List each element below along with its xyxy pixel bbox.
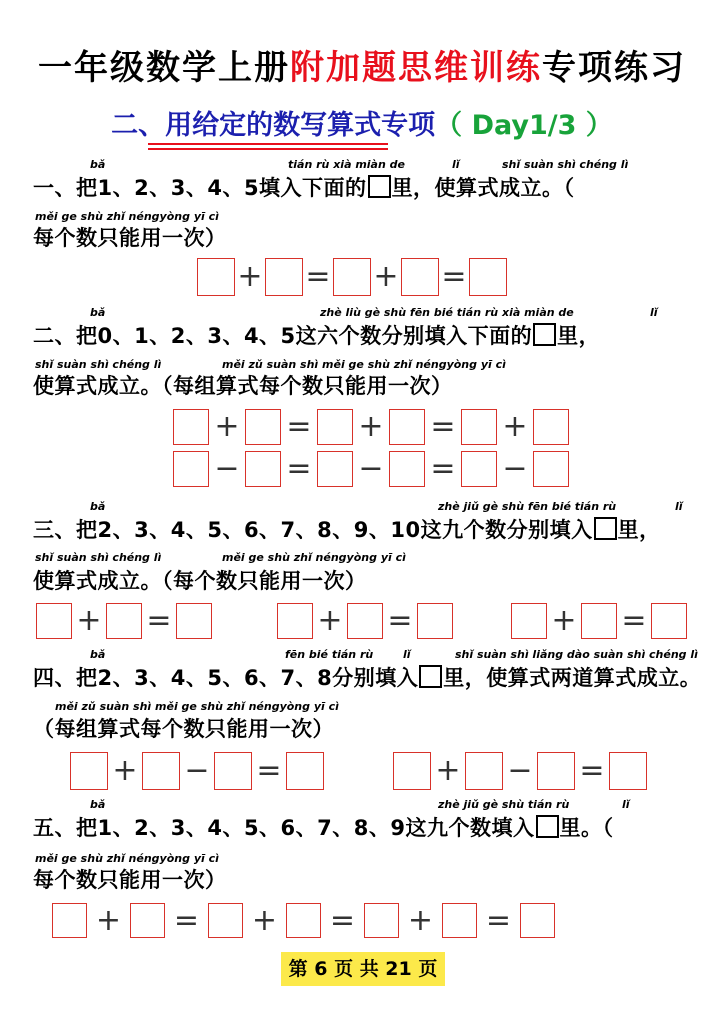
pinyin-q3-3: lǐ [675, 500, 683, 513]
answer-box[interactable] [469, 258, 507, 296]
pinyin-q3-4: shǐ suàn shì chéng lì [35, 551, 162, 564]
plus-sign: + [95, 902, 122, 938]
pinyin-q3-5: měi ge shù zhǐ néngyòng yī cì [222, 551, 406, 564]
answer-box[interactable] [651, 603, 687, 639]
title-red: 附加题思维训练 [290, 48, 542, 88]
question-2-line-1: 二、把0、1、2、3、4、5这六个数分别填入下面的 里， [33, 324, 601, 348]
pinyin-q1-4: shǐ suàn shì chéng lì [502, 158, 629, 171]
answer-box[interactable] [393, 752, 431, 790]
pinyin-q4-1: bǎ [90, 648, 106, 661]
question-4-line-1: 四、把2、3、4、5、6、7、8分别填入 里，使算式两道算式成立。 [33, 666, 702, 690]
pinyin-q2-3: lǐ [650, 306, 658, 319]
answer-box[interactable] [364, 903, 399, 938]
pinyin-q2-5: měi zǔ suàn shì měi ge shù zhǐ néngyòng yī cì [222, 358, 506, 371]
equals-sign: = [286, 451, 312, 486]
equals-sign: = [621, 603, 647, 638]
answer-box[interactable] [208, 903, 243, 938]
pinyin-q2-4: shǐ suàn shì chéng lì [35, 358, 162, 371]
pinyin-q4-5: měi zǔ suàn shì měi ge shù zhǐ néngyòng yī cì [55, 700, 339, 713]
box-symbol [533, 323, 556, 346]
title-tail: 专项练习 [542, 48, 686, 88]
answer-box[interactable] [36, 603, 72, 639]
answer-box[interactable] [461, 451, 497, 487]
question-1-line-1: 一、把1、2、3、4、5填入下面的 里，使算式成立。（ [33, 176, 575, 200]
plus-sign: + [435, 753, 461, 788]
plus-sign: + [317, 603, 343, 638]
answer-box[interactable] [277, 603, 313, 639]
box-symbol [594, 517, 617, 540]
answer-box[interactable] [511, 603, 547, 639]
minus-sign: − [502, 451, 528, 486]
pinyin-q5-3: lǐ [622, 798, 630, 811]
answer-box[interactable] [417, 603, 453, 639]
answer-box[interactable] [333, 258, 371, 296]
minus-sign: − [507, 753, 533, 788]
answer-box[interactable] [442, 903, 477, 938]
pinyin-q4-3: lǐ [403, 648, 411, 661]
box-symbol [368, 175, 391, 198]
question-3-line-1: 三、把2、3、4、5、6、7、8、9、10这九个数分别填入 里， [33, 518, 661, 542]
question-5-line-1: 五、把1、2、3、4、5、6、7、8、9这九个数填入 里。（ [33, 816, 614, 840]
pinyin-q5-1: bǎ [90, 798, 106, 811]
equals-sign: = [485, 902, 512, 938]
question-1-line-2: 每个数只能用一次） [33, 226, 227, 250]
page-number: 第 6 页 共 21 页 [281, 952, 445, 986]
answer-box[interactable] [130, 903, 165, 938]
box-symbol [419, 665, 442, 688]
pinyin-q1-1: bǎ [90, 158, 106, 171]
answer-box[interactable] [286, 752, 324, 790]
equals-sign: = [286, 409, 312, 444]
answer-box[interactable] [173, 451, 209, 487]
plus-sign: + [251, 902, 278, 938]
answer-box[interactable] [70, 752, 108, 790]
minus-sign: − [184, 753, 210, 788]
pinyin-q3-2: zhè jiǔ gè shù fēn bié tián rù [438, 500, 617, 513]
answer-box[interactable] [389, 451, 425, 487]
minus-sign: − [214, 451, 240, 486]
equals-sign: = [579, 753, 605, 788]
answer-box[interactable] [347, 603, 383, 639]
pinyin-q1-3: lǐ [452, 158, 460, 171]
pinyin-q2-1: bǎ [90, 306, 106, 319]
pinyin-q3-1: bǎ [90, 500, 106, 513]
plus-sign: + [407, 902, 434, 938]
equals-sign: = [441, 259, 467, 294]
answer-box[interactable] [52, 903, 87, 938]
minus-sign: − [358, 451, 384, 486]
plus-sign: + [373, 259, 399, 294]
answer-box[interactable] [214, 752, 252, 790]
pinyin-q2-2: zhè liù gè shù fēn bié tián rù xià miàn de [320, 306, 574, 319]
answer-box[interactable] [465, 752, 503, 790]
section-subtitle [0, 103, 724, 142]
answer-box[interactable] [609, 752, 647, 790]
equals-sign: = [146, 603, 172, 638]
subtitle-main: 二、用给定的数写算式 [111, 110, 382, 141]
answer-box[interactable] [317, 409, 353, 445]
title-black: 一年级数学上册 [38, 48, 290, 88]
plus-sign: + [237, 259, 263, 294]
answer-box[interactable] [173, 409, 209, 445]
plus-sign: + [214, 409, 240, 444]
answer-box[interactable] [286, 903, 321, 938]
plus-sign: + [112, 753, 138, 788]
plus-sign: + [76, 603, 102, 638]
subtitle-underline-2 [148, 148, 388, 150]
answer-box[interactable] [142, 752, 180, 790]
pinyin-q5-2: zhè jiǔ gè shù tián rù [438, 798, 570, 811]
equals-sign: = [430, 451, 456, 486]
plus-sign: + [502, 409, 528, 444]
answer-box[interactable] [245, 409, 281, 445]
answer-box[interactable] [317, 451, 353, 487]
question-5-line-2: 每个数只能用一次） [33, 868, 227, 892]
answer-box[interactable] [581, 603, 617, 639]
answer-box[interactable] [176, 603, 212, 639]
plus-sign: + [551, 603, 577, 638]
box-symbol [536, 815, 559, 838]
answer-box[interactable] [245, 451, 281, 487]
pinyin-q5-4: měi ge shù zhǐ néngyòng yī cì [35, 852, 219, 865]
answer-box[interactable] [537, 752, 575, 790]
equals-sign: = [430, 409, 456, 444]
answer-box[interactable] [265, 258, 303, 296]
question-2-line-2: 使算式成立。（每组算式每个数只能用一次） [33, 374, 453, 398]
answer-box[interactable] [197, 258, 235, 296]
answer-box[interactable] [461, 409, 497, 445]
answer-box[interactable] [401, 258, 439, 296]
answer-box[interactable] [389, 409, 425, 445]
answer-box[interactable] [106, 603, 142, 639]
pinyin-q4-2: fēn bié tián rù [285, 648, 374, 661]
subtitle-after: 专项 [381, 110, 436, 141]
equals-sign: = [329, 902, 356, 938]
equals-sign: = [387, 603, 413, 638]
pinyin-q1-2: tián rù xià miàn de [288, 158, 405, 171]
question-4-line-2: （每组算式每个数只能用一次） [33, 717, 334, 741]
pinyin-q4-4: shǐ suàn shì liǎng dào suàn shì chéng lì [455, 648, 698, 661]
equals-sign: = [305, 259, 331, 294]
equals-sign: = [256, 753, 282, 788]
plus-sign: + [358, 409, 384, 444]
question-3-line-2: 使算式成立。（每个数只能用一次） [33, 569, 367, 593]
answer-box[interactable] [533, 409, 569, 445]
subtitle-underline-1 [148, 143, 388, 145]
answer-box[interactable] [533, 451, 569, 487]
pinyin-q1-5: měi ge shù zhǐ néngyòng yī cì [35, 210, 219, 223]
equals-sign: = [173, 902, 200, 938]
answer-box[interactable] [520, 903, 555, 938]
page-title [0, 40, 724, 89]
subtitle-day: （ Day1/3 ） [435, 110, 613, 141]
